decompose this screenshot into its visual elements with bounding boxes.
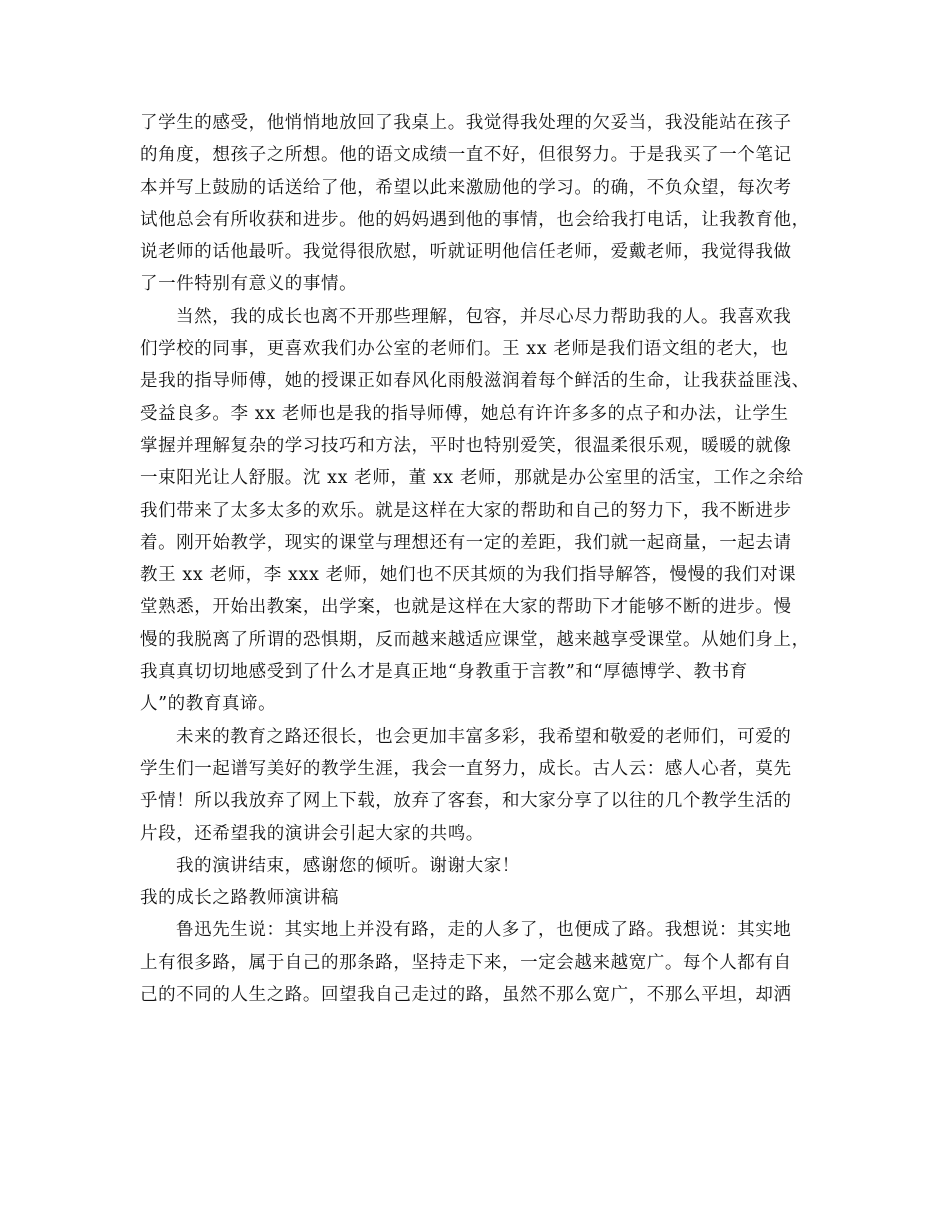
text-line: 了一件特别有意义的事情。 [140,274,358,295]
text-line: 上有很多路，属于自己的那条路，坚持走下来，一定会越来越宽广。每个人都有自 [140,952,792,973]
text-line: 本并写上鼓励的话送给了他，希望以此来激励他的学习。的确，不负众望，每次考 [140,177,792,198]
text-line: 人”的教育真谛。 [140,694,277,715]
text-line: 是我的指导师傅，她的授课正如春风化雨般滋润着每个鲜活的生命，让我获益匪浅、 [140,371,810,392]
text-line: 片段，还希望我的演讲会引起大家的共鸣。 [140,823,484,844]
text-line: 乎情！所以我放弃了网上下载，放弃了客套，和大家分享了以往的几个教学生活的 [140,791,792,812]
text-line: 堂熟悉，开始出教案，出学案，也就是这样在大家的帮助下才能够不断的进步。慢 [140,597,792,618]
text-line: 说老师的话他最听。我觉得很欣慰，听就证明他信任老师，爱戴老师，我觉得我做 [140,242,792,263]
text-line: 着。刚开始教学，现实的课堂与理想还有一定的差距，我们就一起商量，一起去请 [140,532,792,553]
text-line: 掌握并理解复杂的学习技巧和方法，平时也特别爱笑，很温柔很乐观，暖暖的就像 [140,435,792,456]
text-line: 未来的教育之路还很长，也会更加丰富多彩，我希望和敬爱的老师们，可爱的 [176,726,792,747]
document-body [140,107,830,1011]
text-line: 了学生的感受，他悄悄地放回了我桌上。我觉得我处理的欠妥当，我没能站在孩子 [140,113,792,133]
text-line: 我的成长之路教师演讲稿 [140,888,340,909]
text-line: 教王 xx 老师，李 xxx 老师，她们也不厌其烦的为我们指导解答，慢慢的我们对课 [140,565,797,586]
text-line: 我的演讲结束，感谢您的倾听。谢谢大家！ [176,855,520,876]
text-line: 受益良多。李 xx 老师也是我的指导师傅，她总有许许多多的点子和办法，让学生 [140,403,789,424]
text-line: 鲁迅先生说：其实地上并没有路，走的人多了，也便成了路。我想说：其实地 [176,920,792,941]
text-line: 己的不同的人生之路。回望我自己走过的路，虽然不那么宽广，不那么平坦，却洒 [140,985,792,1006]
text-line: 们学校的同事，更喜欢我们办公室的老师们。王 xx 老师是我们语文组的老大，也 [140,339,789,360]
text-line: 慢的我脱离了所谓的恐惧期，反而越来越适应课堂，越来越享受课堂。从她们身上， [140,629,810,650]
text-line: 一束阳光让人舒服。沈 xx 老师，董 xx 老师，那就是办公室里的活宝，工作之余给 [140,468,804,489]
text-line: 学生们一起谱写美好的教学生涯，我会一直努力，成长。古人云：感人心者，莫先 [140,758,792,779]
text-line: 当然，我的成长也离不开那些理解，包容，并尽心尽力帮助我的人。我喜欢我 [176,306,792,327]
text-line: 的角度，想孩子之所想。他的语文成绩一直不好，但很努力。于是我买了一个笔记 [140,145,792,166]
text-line: 我真真切切地感受到了什么才是真正地“身教重于言教”和“厚德博学、教书育 [140,662,748,683]
text-line: 试他总会有所收获和进步。他的妈妈遇到他的事情，也会给我打电话，让我教育他， [140,209,810,230]
text-line: 我们带来了太多太多的欢乐。就是这样在大家的帮助和自己的努力下，我不断进步 [140,500,792,521]
